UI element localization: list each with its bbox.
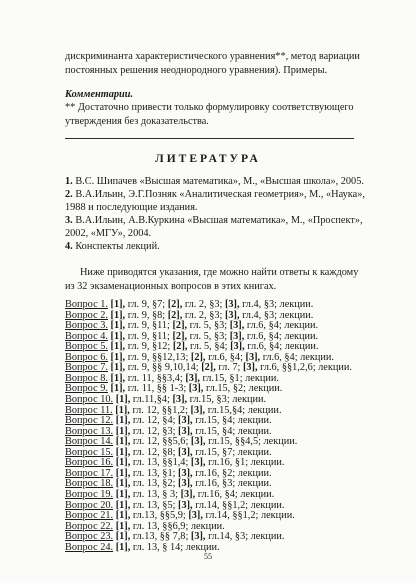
- question-ref: [1],: [110, 351, 126, 363]
- question-ref: [1],: [115, 488, 131, 500]
- question-label: Вопрос 14.: [65, 436, 114, 448]
- question-location: гл. 12, §§5,6;: [132, 436, 189, 448]
- question-ref: [1],: [110, 341, 126, 353]
- question-location: гл. 5, §3;: [189, 330, 228, 342]
- question-label: Вопрос 17.: [65, 467, 114, 479]
- literature-item: [65, 240, 160, 253]
- question-ref: [1],: [115, 531, 131, 543]
- literature-item-text: В.А.Ильин, Э.Г.Позняк «Аналитическая геометрия», М., «Наука»,: [75, 189, 365, 200]
- question-ref: [1],: [110, 383, 126, 395]
- question-ref: [3],: [229, 320, 245, 332]
- literature-item: [65, 175, 364, 188]
- comments-line-1: ** Достаточно привести только формулировку соответствующего: [65, 102, 354, 113]
- question-label: Вопрос 13.: [65, 425, 114, 437]
- question-ref: [3],: [230, 341, 245, 353]
- question-ref: [3],: [190, 404, 206, 416]
- question-ref: [1],: [110, 362, 126, 374]
- question-ref: [1],: [110, 330, 126, 342]
- question-location: гл. 13, §1;: [132, 467, 176, 479]
- question-location: гл. 12, §4;: [132, 415, 176, 427]
- question-ref: [1],: [115, 478, 131, 490]
- question-ref: [1],: [115, 499, 131, 511]
- question-location: гл. 13, §§6,9; лекции.: [132, 520, 225, 532]
- question-location: гл.6, §4; лекции.: [262, 351, 334, 363]
- literature-item: [65, 188, 365, 201]
- literature-item: [65, 214, 363, 227]
- question-location: гл. 9, §12;: [127, 341, 171, 353]
- question-label: Вопрос 12.: [65, 415, 114, 427]
- literature-item-number: 1.: [65, 176, 73, 187]
- question-label: Вопрос 8.: [65, 372, 108, 384]
- question-ref: [3],: [229, 330, 245, 342]
- question-location: гл.16, §1; лекции.: [208, 457, 285, 469]
- literature-item-text: 1988 и последующие издания.: [65, 202, 198, 213]
- question-ref: [2],: [167, 309, 183, 321]
- question-ref: [3],: [172, 393, 188, 405]
- question-location: гл. 2, §3;: [184, 309, 223, 321]
- question-location: гл. 11, §§3,4;: [127, 372, 183, 384]
- question-location: гл.15, §4; лекции.: [195, 415, 272, 427]
- question-location: гл.11,§4;: [132, 393, 170, 405]
- question-ref: [3],: [180, 488, 196, 500]
- question-location: гл.16, §3; лекции.: [195, 478, 272, 490]
- question-label: Вопрос 11.: [65, 404, 113, 416]
- question-ref: [1],: [115, 425, 131, 437]
- question-location: гл. 13, §2;: [132, 478, 176, 490]
- question-ref: [3],: [178, 499, 193, 511]
- question-location: гл. 2, §3;: [184, 299, 223, 310]
- question-label: Вопрос 4.: [65, 330, 108, 342]
- question-ref: [2],: [172, 320, 188, 332]
- question-location: гл. 13, §5;: [132, 499, 176, 511]
- question-ref: [3],: [224, 309, 240, 321]
- question-ref: [1],: [110, 309, 126, 321]
- question-location: гл. 5, §4;: [190, 341, 228, 353]
- question-ref: [2],: [172, 341, 188, 353]
- page-number: 55: [204, 552, 212, 561]
- question-location: гл.16, §4; лекции.: [197, 488, 275, 500]
- question-location: гл.6, §4; лекции.: [246, 330, 319, 342]
- question-ref: [2],: [190, 351, 206, 363]
- question-location: гл. 5, §3;: [189, 320, 228, 332]
- question-location: гл. 11, §§ 1-3;: [127, 383, 187, 395]
- question-location: гл.15, §4; лекции.: [195, 425, 272, 437]
- question-ref: [3],: [190, 531, 206, 543]
- question-ref: [1],: [115, 520, 131, 532]
- question-ref: [2],: [172, 330, 188, 342]
- question-ref: [3],: [245, 351, 261, 363]
- question-ref: [1],: [115, 393, 131, 405]
- question-location: гл. 9, §§ 9,10,14;: [127, 362, 199, 374]
- question-location: гл.15, §§4,5; лекции.: [208, 436, 298, 448]
- question-ref: [3],: [188, 383, 204, 395]
- question-label: Вопрос 24.: [65, 541, 114, 553]
- question-ref: [1],: [115, 436, 131, 448]
- question-location: гл. 13, § 14; лекции.: [132, 541, 220, 553]
- question-label: Вопрос 20.: [65, 499, 114, 511]
- question-label: Вопрос 10.: [65, 393, 114, 405]
- question-location: гл.6, §4; лекции.: [246, 320, 319, 332]
- question-location: гл.13, §§ 7,8;: [132, 531, 189, 543]
- question-location: гл.15, §7; лекции.: [195, 446, 272, 458]
- question-ref: [1],: [115, 415, 131, 427]
- question-ref: [1],: [110, 372, 126, 384]
- question-location: гл.13, §§5,9;: [132, 510, 186, 521]
- question-ref: [1],: [115, 541, 131, 553]
- question-label: Вопрос 3.: [65, 320, 108, 332]
- literature-item-number: 3.: [65, 215, 73, 226]
- question-ref: [1],: [115, 457, 131, 469]
- question-ref: [3],: [224, 299, 240, 310]
- question-location: гл.14, §§1,2; лекции.: [205, 510, 295, 521]
- question-ref: [1],: [115, 404, 130, 416]
- question-label: Вопрос 9.: [65, 383, 108, 395]
- question-label: Вопрос 18.: [65, 478, 114, 490]
- answers-intro-line-2: из 32 экзаменационных вопросов в этих книгах.: [65, 281, 277, 292]
- question-label: Вопрос 19.: [65, 488, 114, 500]
- question-label: Вопрос 5.: [65, 341, 108, 353]
- question-location: гл. 9, §§12,13;: [127, 351, 189, 363]
- intro-line-1: дискриминанта характеристического уравнения**, метод вариации: [65, 51, 360, 62]
- question-ref: [3],: [185, 372, 200, 384]
- question-label: Вопрос 1.: [65, 299, 108, 310]
- answers-intro-line-1: Ниже приводятся указания, где можно найти ответы к каждому: [80, 267, 359, 278]
- question-ref: [3],: [242, 362, 258, 374]
- literature-heading: ЛИТЕРАТУРА: [155, 153, 261, 165]
- question-location: гл.4, §3; лекции.: [242, 309, 314, 321]
- question-location: гл. 9, §7;: [127, 299, 166, 310]
- question-ref: [3],: [178, 467, 193, 479]
- question-location: гл.14, §§1,2; лекции.: [195, 499, 285, 511]
- question-location: гл. 7;: [218, 362, 241, 374]
- question-location: гл.6, §4; лекции.: [247, 341, 319, 353]
- question-ref: [3],: [190, 436, 206, 448]
- question-location: гл.14, §3; лекции.: [208, 531, 285, 543]
- question-ref: [1],: [115, 467, 131, 479]
- question-ref: [1],: [110, 299, 126, 310]
- question-label: Вопрос 6.: [65, 351, 108, 363]
- question-ref: [2],: [201, 362, 216, 374]
- literature-item-number: 2.: [65, 189, 73, 200]
- question-location: гл.15,§4; лекции.: [207, 404, 282, 416]
- literature-item: [65, 227, 151, 240]
- literature-item-text: Конспекты лекций.: [75, 241, 160, 252]
- literature-item-text: В.С. Шипачев «Высшая математика», М., «Высшая школа», 2005.: [75, 176, 364, 187]
- question-location: гл. 9, §8;: [127, 309, 166, 321]
- question-location: гл.6, §§1,2,6; лекции.: [260, 362, 352, 374]
- question-location: гл.15, §1; лекции.: [202, 372, 279, 384]
- question-label: Вопрос 16.: [65, 457, 114, 469]
- question-location: гл. 12, §8;: [132, 446, 176, 458]
- question-ref: [3],: [188, 510, 203, 521]
- section-divider: [65, 138, 354, 139]
- comments-line-2: утверждения без доказательства.: [65, 116, 209, 127]
- question-label: Вопрос 15.: [65, 446, 114, 458]
- literature-item: [65, 201, 198, 214]
- question-location: гл. 12, §§1,2;: [132, 404, 188, 416]
- literature-item-number: 4.: [65, 241, 73, 252]
- question-location: гл. 9, §11;: [127, 320, 170, 332]
- question-ref: [1],: [115, 510, 131, 521]
- question-ref: [1],: [110, 320, 126, 332]
- question-ref: [1],: [115, 446, 131, 458]
- question-location: гл. 13, § 3;: [132, 488, 179, 500]
- question-ref: [3],: [178, 446, 193, 458]
- question-ref: [3],: [178, 415, 193, 427]
- question-location: гл.4, §3; лекции.: [242, 299, 314, 310]
- question-label: Вопрос 2.: [65, 309, 108, 321]
- question-location: гл.15, §2; лекции.: [205, 383, 283, 395]
- question-label: Вопрос 21.: [65, 510, 114, 521]
- question-label: Вопрос 22.: [65, 520, 114, 532]
- question-ref: [2],: [167, 299, 183, 310]
- literature-item-text: В.А.Ильин, А.В.Куркина «Высшая математика», М., «Проспект»,: [75, 215, 363, 226]
- question-location: гл.6, §4;: [208, 351, 243, 363]
- literature-item-text: 2002, «МГУ», 2004.: [65, 228, 152, 239]
- question-location: гл.15, §3; лекции.: [189, 393, 267, 405]
- question-ref: [3],: [178, 478, 193, 490]
- question-location: гл. 13, §§1,4;: [132, 457, 189, 469]
- question-ref: [3],: [178, 425, 193, 437]
- question-location: гл.16, §2; лекции.: [195, 467, 272, 479]
- comments-heading: Комментарии.: [65, 89, 134, 100]
- intro-line-2: постоянных решения неоднородного уравнения). Примеры.: [65, 65, 328, 76]
- question-location: гл. 12, §3;: [132, 425, 176, 437]
- question-location: гл. 9, §11;: [127, 330, 170, 342]
- question-label: Вопрос 7.: [65, 362, 108, 374]
- question-label: Вопрос 23.: [65, 531, 114, 543]
- question-ref: [3],: [190, 457, 206, 469]
